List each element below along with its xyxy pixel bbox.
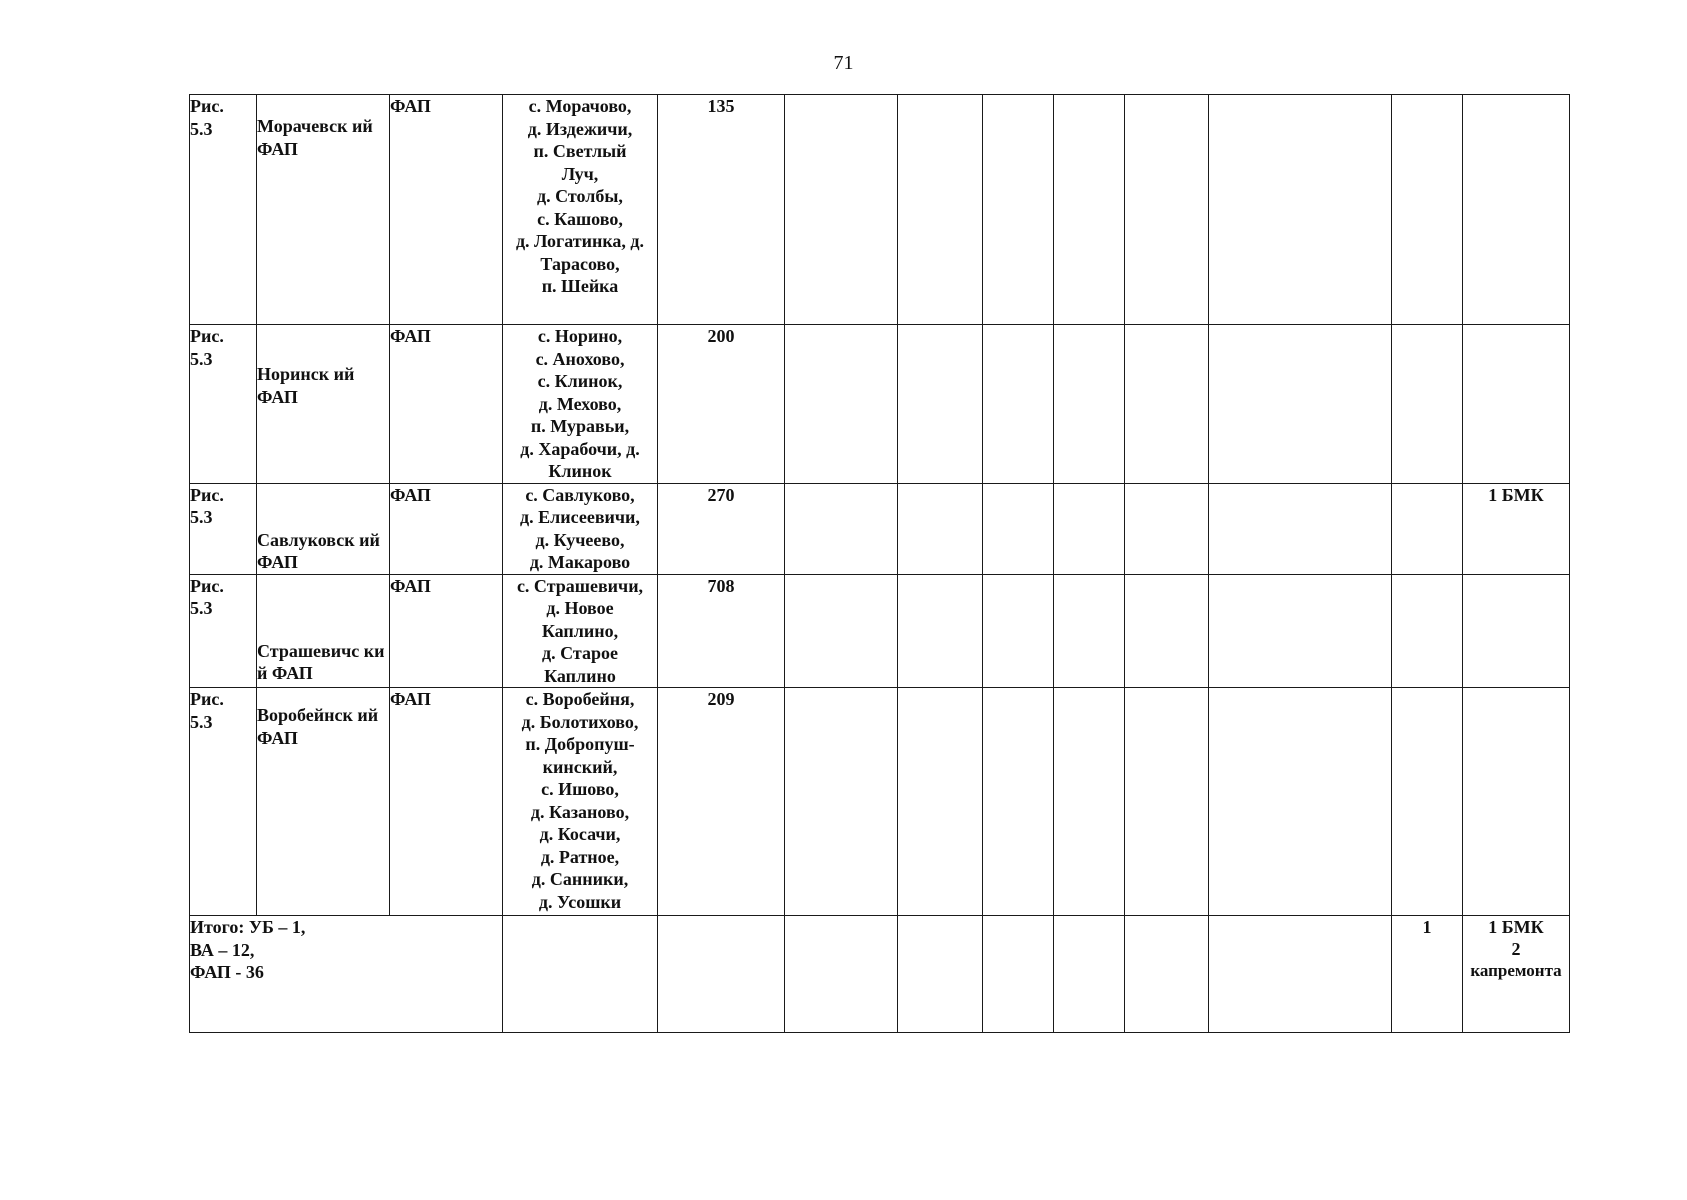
facility-type-cell: ФАП xyxy=(390,574,503,688)
empty-cell xyxy=(898,325,983,484)
empty-cell xyxy=(1125,325,1209,484)
totals-note-line: 1 БМК xyxy=(1488,917,1544,937)
figure-ref-line: Рис. xyxy=(190,96,224,116)
settlement-line: Клинок xyxy=(548,461,612,481)
totals-label-cell xyxy=(190,916,503,1033)
settlement-line: д. Санники, xyxy=(531,869,629,889)
totals-label-line: ВА – 12, xyxy=(190,939,255,960)
facility-type-cell: ФАП xyxy=(390,95,503,325)
population-cell: 209 xyxy=(658,688,785,916)
figure-ref-line: 5.3 xyxy=(190,711,213,732)
settlement-line: д. Мехово, xyxy=(538,393,622,414)
empty-cell xyxy=(785,483,898,574)
served-settlements-cell xyxy=(503,574,658,688)
settlement-line: д. Макарово xyxy=(529,552,631,572)
facility-type-cell: ФАП xyxy=(390,325,503,484)
table-row xyxy=(190,688,1570,916)
settlement-line: с. Анохово, xyxy=(535,348,625,369)
settlement-line: п. Добропуш- xyxy=(525,734,635,754)
empty-cell xyxy=(1209,95,1392,325)
empty-cell xyxy=(898,916,983,1033)
empty-cell xyxy=(983,916,1054,1033)
settlement-line: д. Харабочи, д. xyxy=(520,438,640,459)
figure-ref-line: 5.3 xyxy=(190,118,213,139)
facility-name: Страшевичс ки й ФАП xyxy=(257,640,385,683)
facility-name: Норинск ий ФАП xyxy=(257,364,355,407)
settlement-line: д. Болотихово, xyxy=(521,711,639,732)
facility-name: Савлуковск ий ФАП xyxy=(257,529,380,572)
empty-cell xyxy=(898,688,983,916)
served-settlements-cell xyxy=(503,95,658,325)
note-cell xyxy=(1463,574,1570,688)
empty-cell xyxy=(1209,483,1392,574)
empty-cell xyxy=(1054,95,1125,325)
empty-cell xyxy=(1125,574,1209,688)
settlement-line: с. Ишово, xyxy=(541,779,619,799)
served-settlements-cell xyxy=(503,483,658,574)
table-body xyxy=(190,95,1570,1033)
facility-name-cell xyxy=(257,95,390,325)
served-settlements-cell xyxy=(503,325,658,484)
empty-cell xyxy=(785,325,898,484)
facility-name-cell xyxy=(257,688,390,916)
totals-note-line: капремонта xyxy=(1470,961,1562,980)
settlement-line: кинский, xyxy=(542,756,618,777)
totals-count-cell: 1 xyxy=(1392,916,1463,1033)
empty-cell xyxy=(983,95,1054,325)
empty-cell xyxy=(1054,325,1125,484)
totals-label-line: ФАП - 36 xyxy=(190,962,264,982)
note-cell: 1 БМК xyxy=(1463,483,1570,574)
settlement-line: д. Логатинка, д. xyxy=(515,231,645,251)
figure-ref-cell xyxy=(190,688,257,916)
settlement-line: д. Кучеево, xyxy=(535,529,625,550)
empty-cell xyxy=(1125,688,1209,916)
empty-cell xyxy=(658,916,785,1033)
settlement-line: д. Новое xyxy=(546,598,614,618)
settlement-line: д. Столбы, xyxy=(537,186,623,206)
settlement-line: д. Елисеевичи, xyxy=(520,507,640,527)
figure-ref-line: 5.3 xyxy=(190,598,213,618)
note-cell xyxy=(1463,325,1570,484)
empty-cell xyxy=(1125,916,1209,1033)
empty-cell xyxy=(983,574,1054,688)
facility-name-cell xyxy=(257,574,390,688)
facility-type-cell: ФАП xyxy=(390,688,503,916)
table-row xyxy=(190,95,1570,325)
settlement-line: Каплино xyxy=(544,665,616,686)
settlement-line: с. Савлуково, xyxy=(525,484,635,505)
empty-cell xyxy=(1392,688,1463,916)
figure-ref-line: Рис. xyxy=(190,689,224,709)
served-settlements-cell xyxy=(503,688,658,916)
empty-cell xyxy=(1392,95,1463,325)
figure-ref-line: Рис. xyxy=(190,326,224,346)
empty-cell xyxy=(785,688,898,916)
empty-cell xyxy=(1209,325,1392,484)
settlement-line: п. Муравьи, xyxy=(530,416,630,436)
figure-ref-line: Рис. xyxy=(190,575,224,596)
settlement-line: д. Ратное, xyxy=(540,846,620,867)
facility-name-cell xyxy=(257,483,390,574)
empty-cell xyxy=(1209,574,1392,688)
population-cell: 270 xyxy=(658,483,785,574)
settlement-line: д. Казаново, xyxy=(530,801,630,822)
empty-cell xyxy=(785,916,898,1033)
population-cell: 708 xyxy=(658,574,785,688)
table-row xyxy=(190,574,1570,688)
table-row xyxy=(190,325,1570,484)
settlement-line: Тарасово, xyxy=(540,253,620,274)
settlement-line: д. Издежичи, xyxy=(527,118,633,139)
figure-ref-line: Рис. xyxy=(190,484,224,505)
settlement-line: с. Норино, xyxy=(537,326,623,346)
empty-cell xyxy=(1054,483,1125,574)
note-cell xyxy=(1463,95,1570,325)
figure-ref-cell xyxy=(190,574,257,688)
empty-cell xyxy=(983,483,1054,574)
facility-name: Морачевск ий ФАП xyxy=(257,116,373,159)
empty-cell xyxy=(983,688,1054,916)
facility-name: Воробейнск ий ФАП xyxy=(257,705,379,748)
population-cell: 200 xyxy=(658,325,785,484)
empty-cell xyxy=(1125,483,1209,574)
settlement-line: п. Светлый xyxy=(533,141,627,161)
totals-note-cell xyxy=(1463,916,1570,1033)
settlement-line: Луч, xyxy=(561,163,599,184)
table-row xyxy=(190,483,1570,574)
empty-cell xyxy=(1392,325,1463,484)
totals-label-line: Итого: УБ – 1, xyxy=(190,917,306,937)
totals-row xyxy=(190,916,1570,1033)
empty-cell xyxy=(1054,574,1125,688)
note-cell xyxy=(1463,688,1570,916)
empty-cell xyxy=(1054,688,1125,916)
settlement-line: с. Кашово, xyxy=(537,208,623,229)
figure-ref-line: 5.3 xyxy=(190,507,213,527)
empty-cell xyxy=(785,574,898,688)
empty-cell xyxy=(898,95,983,325)
empty-cell xyxy=(1209,688,1392,916)
figure-ref-line: 5.3 xyxy=(190,348,213,369)
figure-ref-cell xyxy=(190,483,257,574)
population-cell: 135 xyxy=(658,95,785,325)
settlement-line: д. Косачи, xyxy=(539,824,621,844)
settlement-line: с. Воробейня, xyxy=(525,689,635,709)
empty-cell xyxy=(898,574,983,688)
totals-note-line: 2 xyxy=(1511,939,1521,959)
page-number: 71 xyxy=(833,52,854,74)
empty-cell xyxy=(1054,916,1125,1033)
facility-type-cell: ФАП xyxy=(390,483,503,574)
empty-cell xyxy=(785,95,898,325)
facility-name-cell xyxy=(257,325,390,484)
empty-cell xyxy=(983,325,1054,484)
figure-ref-cell xyxy=(190,95,257,325)
empty-cell xyxy=(1209,916,1392,1033)
empty-cell xyxy=(898,483,983,574)
settlement-line: д. Старое xyxy=(542,643,618,663)
figure-ref-cell xyxy=(190,325,257,484)
empty-cell xyxy=(1392,483,1463,574)
facilities-table xyxy=(189,94,1570,1033)
empty-cell xyxy=(503,916,658,1033)
settlement-line: с. Морачово, xyxy=(528,96,632,116)
settlement-line: п. Шейка xyxy=(541,276,619,296)
settlement-line: с. Клинок, xyxy=(537,371,623,391)
empty-cell xyxy=(1125,95,1209,325)
settlement-line: Каплино, xyxy=(541,620,619,641)
settlement-line: д. Усошки xyxy=(538,891,622,912)
empty-cell xyxy=(1392,574,1463,688)
settlement-line: с. Страшевичи, xyxy=(516,575,644,596)
